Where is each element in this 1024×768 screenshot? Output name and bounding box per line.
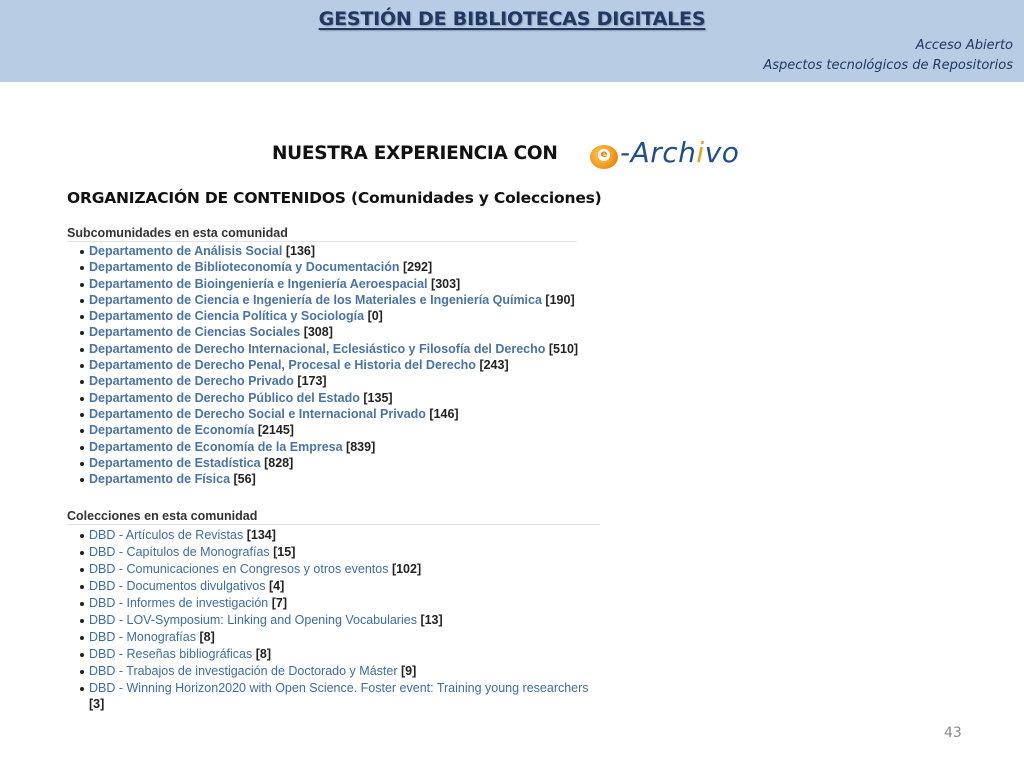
subcommunity-item-link[interactable]: Departamento de Bioingeniería e Ingeniería Aeroespacial [89,276,428,291]
collection-item-link[interactable]: DBD - Capítulos de Monografías [89,545,270,559]
subcommunity-item [67,357,578,373]
collection-item [67,680,601,712]
bullet-icon [80,348,84,352]
subcommunity-item-link[interactable]: Departamento de Ciencia Política y Sociología [89,309,365,324]
subcommunity-item [67,243,578,259]
subcommunity-item-link[interactable]: Departamento de Derecho Penal, Procesal e Historia del Derecho [89,358,476,373]
bullet-icon [80,551,84,555]
collection-item-count: [134] [246,528,276,542]
collection-item-link[interactable]: DBD - Winning Horizon2020 with Open Science. Foster event: Training young researchers [89,681,589,695]
collection-item [67,544,601,561]
collection-item [67,646,601,663]
collection-item [67,629,601,646]
collections-heading: Colecciones en esta comunidad [67,509,258,523]
subcommunity-item-link[interactable]: Departamento de Ciencias Sociales [89,325,301,340]
organization-title: ORGANIZACIÓN DE CONTENIDOS (Comunidades y Colecciones) [67,189,602,207]
subcommunity-item-link[interactable]: Departamento de Ciencia e Ingeniería de los Materiales e Ingeniería Química [89,292,542,307]
subcommunity-item [67,471,578,487]
collection-item-count: [8] [255,647,272,661]
subcommunity-item [67,324,578,340]
bullet-icon [80,670,84,674]
collections-list [67,527,601,712]
slide-title: GESTIÓN DE BIBLIOTECAS DIGITALES [318,8,706,30]
subcommunity-item-link[interactable]: Departamento de Economía de la Empresa [89,439,343,454]
collection-item [67,595,601,612]
subcommunity-item-link[interactable]: Departamento de Física [89,472,231,487]
collection-item-count: [9] [400,664,417,678]
collection-item [67,527,601,544]
bullet-icon [80,568,84,572]
subcommunity-item [67,455,578,471]
subcommunity-item [67,292,578,308]
subcommunity-item-link[interactable]: Departamento de Estadística [89,455,261,470]
subcommunity-item [67,308,578,324]
e-logo-icon [590,145,618,169]
subcommunity-item-count: [828] [264,455,294,470]
subcommunity-item-link[interactable]: Departamento de Derecho Internacional, Eclesiástico y Filosofía del Derecho [89,341,546,356]
collections-divider [67,524,600,525]
subcommunity-item-count: [243] [479,358,509,373]
subcommunity-item-link[interactable]: Departamento de Análisis Social [89,244,283,258]
header-subtitle-repositories: Aspectos tecnológicos de Repositorios [763,58,1013,73]
bullet-icon [80,653,84,657]
subcommunities-list [67,243,578,487]
subcommunity-item-count: [135] [363,390,393,405]
bullet-icon [80,283,84,287]
bullet-icon [80,397,84,401]
collection-item-count: [15] [273,545,296,559]
bullet-icon [80,585,84,589]
bullet-icon [80,462,84,466]
subcommunity-item [67,406,578,422]
subcommunity-item-count: [839] [346,439,376,454]
bullet-icon [80,266,84,270]
subcommunity-item-count: [308] [303,325,333,340]
bullet-icon [80,299,84,303]
collection-item-link[interactable]: DBD - Trabajos de investigación de Doctorado y Máster [89,664,398,678]
subcommunity-item-count: [292] [402,260,433,275]
bullet-icon [80,602,84,606]
collection-item-link[interactable]: DBD - LOV-Symposium: Linking and Opening Vocabularies [89,613,417,627]
collection-item-link[interactable]: DBD - Comunicaciones en Congresos y otros eventos [89,562,389,576]
subcommunities-divider [67,241,577,242]
subcommunity-item [67,259,578,275]
bullet-icon [80,687,84,691]
collection-item-count: [102] [391,562,422,576]
collection-item [67,612,601,629]
e-archivo-logo [590,137,768,173]
subcommunity-item [67,373,578,389]
collection-item-link[interactable]: DBD - Artículos de Revistas [89,528,244,542]
page-number: 43 [944,725,962,741]
bullet-icon [80,478,84,482]
subcommunity-item-count: [146] [429,406,459,421]
logo-letter-e: e [598,149,610,161]
bullet-icon [80,619,84,623]
bullet-icon [80,446,84,450]
bullet-icon [80,534,84,538]
logo-letter-i: i [696,136,705,169]
subcommunity-item-count: [173] [297,374,327,389]
header-subtitle-open-access: Acceso Abierto [915,38,1013,53]
subcommunity-item-link[interactable]: Departamento de Biblioteconomía y Documentación [89,260,400,275]
bullet-icon [80,429,84,433]
collection-item [67,663,601,680]
bullet-icon [80,250,84,254]
collection-item [67,578,601,595]
subcommunity-item [67,439,578,455]
subcommunity-item [67,390,578,406]
bullet-icon [80,364,84,368]
subcommunity-item-count: [510] [548,341,579,356]
collection-item-count: [4] [268,579,285,593]
subcommunities-heading: Subcomunidades en esta comunidad [67,226,288,240]
collection-item-link[interactable]: DBD - Monografías [89,630,196,644]
subcommunity-item-count: [136] [285,244,316,258]
subcommunity-item [67,422,578,438]
collection-item [67,561,601,578]
subcommunity-item-count: [2145] [257,423,294,438]
collection-item-link[interactable]: DBD - Informes de investigación [89,596,269,610]
subcommunity-item [67,276,578,292]
subcommunity-item-count: [56] [233,472,256,487]
bullet-icon [80,331,84,335]
subcommunity-item-count: [190] [545,292,575,307]
subcommunity-item [67,341,578,357]
collection-item-count: [8] [199,630,215,644]
subcommunity-item-link[interactable]: Departamento de Derecho Social e Internacional Privado [89,406,426,421]
subcommunity-item-count: [303] [431,276,461,291]
subcommunity-item-count: [0] [367,309,383,324]
subcommunity-item-link[interactable]: Departamento de Derecho Público del Estado [89,390,360,405]
subcommunity-item-link[interactable]: Departamento de Derecho Privado [89,374,294,389]
subcommunity-item-link[interactable]: Departamento de Economía [89,423,255,438]
experience-title: NUESTRA EXPERIENCIA CON [272,143,558,164]
collection-item-count: [3] [89,697,105,711]
bullet-icon [80,380,84,384]
collection-item-link[interactable]: DBD - Reseñas bibliográficas [89,647,253,661]
bullet-icon [80,636,84,640]
bullet-icon [80,413,84,417]
collection-item-count: [13] [420,613,443,627]
bullet-icon [80,315,84,319]
collection-item-count: [7] [271,596,288,610]
collection-item-link[interactable]: DBD - Documentos divulgativos [89,579,266,593]
logo-text: -Archivo [620,136,740,169]
